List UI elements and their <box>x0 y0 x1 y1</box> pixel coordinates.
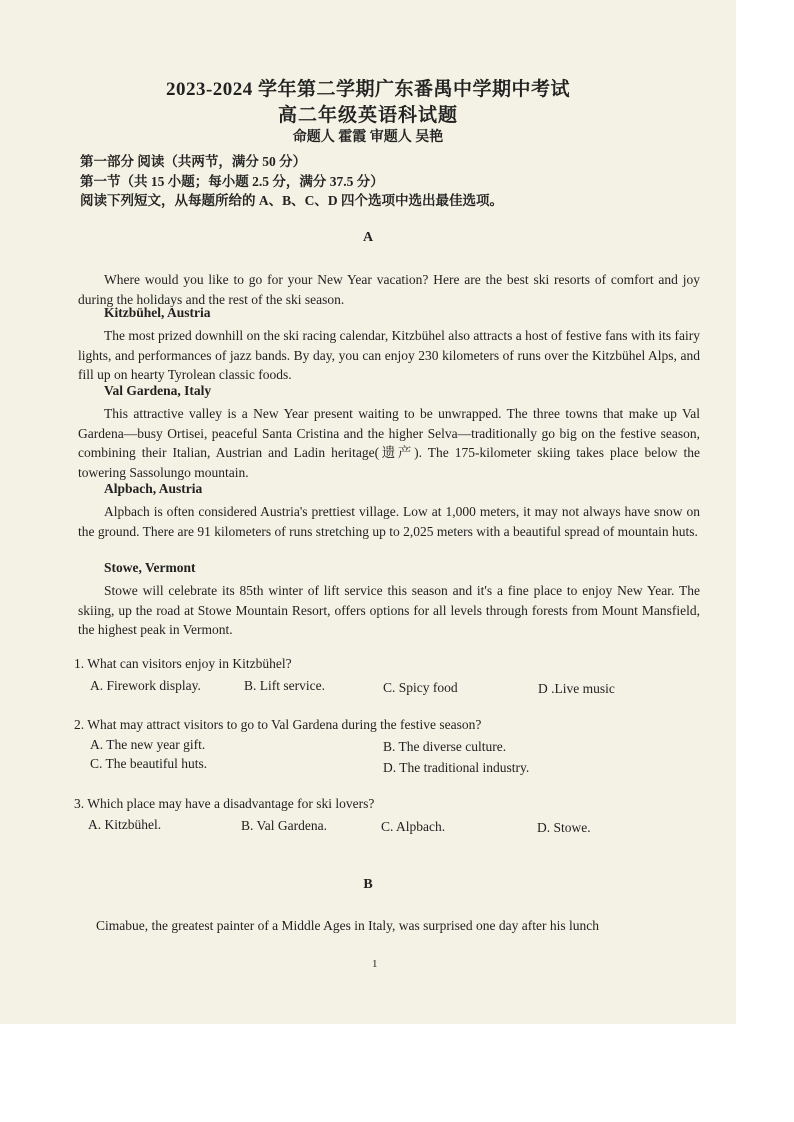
reading-direction: 阅读下列短文，从每题所给的 A、B、C、D 四个选项中选出最佳选项。 <box>80 193 504 208</box>
question-1-stem: 1. What can visitors enjoy in Kitzbühel? <box>74 656 292 671</box>
passage-a-label: A <box>362 230 374 245</box>
intro-text: Where would you like to go for your New Year vacation? Here are the best ski resorts of comfort and joy during the holidays and the rest of the ski season. <box>78 272 700 307</box>
question-2-option-d[interactable]: D. The traditional industry. <box>383 760 530 775</box>
resort-heading-val-gardena: Val Gardena, Italy <box>104 383 212 398</box>
passage-a-intro <box>78 270 700 309</box>
resort-paragraph: Stowe will celebrate its 85th winter of lift service this season and it's a fine place to enjoy New Year. The skiing, up the road at Stowe Mountain Resort, offers options for all levels through forests from Mount Mansfield, the highest peak in Vermont. <box>78 583 700 637</box>
question-2-stem: 2. What may attract visitors to go to Val Gardena during the festive season? <box>74 717 482 732</box>
resort-paragraph: The most prized downhill on the ski racing calendar, Kitzbühel also attracts a host of festive fans with its fairy lights, and performances of jazz bands. By day, you can enjoy 230 kilometers of runs over the Kitzbühel Alps, and fill up on hearty Tyrolean classic foods. <box>78 328 700 382</box>
resort-text-val-gardena <box>78 404 700 482</box>
question-1-option-d[interactable]: D .Live music <box>538 681 615 696</box>
question-1-option-a[interactable]: A. Firework display. <box>90 678 201 693</box>
question-1-option-b[interactable]: B. Lift service. <box>244 678 325 693</box>
resort-text-kitzbuhel <box>78 326 700 385</box>
question-3-option-a[interactable]: A. Kitzbühel. <box>88 817 162 832</box>
question-3-option-c[interactable]: C. Alpbach. <box>381 819 446 834</box>
part-instruction: 第一部分 阅读（共两节，满分 50 分） <box>80 154 307 169</box>
exam-subtitle: 高二年级英语科试题 <box>277 105 458 126</box>
question-3-stem: 3. Which place may have a disadvantage for ski lovers? <box>74 796 375 811</box>
resort-heading-kitzbuhel: Kitzbühel, Austria <box>104 305 211 320</box>
resort-paragraph: This attractive valley is a New Year present waiting to be unwrapped. The three towns that make up Val Gardena—busy Ortisei, peaceful Santa Cristina and the higher Selva—traditionally go big on the festive season, combining their Italian, Austrian and Ladin heritage(遗产). The 175-kilometer skiing takes place below the towering Sassolungo mountain. <box>78 406 700 480</box>
question-1-option-c[interactable]: C. Spicy food <box>383 680 458 695</box>
exam-title: 2023-2024 学年第二学期广东番禺中学期中考试 <box>165 79 571 100</box>
passage-b-first-line: Cimabue, the greatest painter of a Middle Ages in Italy, was surprised one day after his lunch <box>96 918 599 933</box>
page-number: 1 <box>372 958 378 970</box>
resort-text-stowe <box>78 581 700 640</box>
question-3-option-b[interactable]: B. Val Gardena. <box>241 818 327 833</box>
resort-heading-alpbach: Alpbach, Austria <box>104 481 203 496</box>
section-instruction: 第一节（共 15 小题；每小题 2.5 分，满分 37.5 分） <box>80 174 384 189</box>
question-2-option-b[interactable]: B. The diverse culture. <box>383 739 507 754</box>
question-2-option-c[interactable]: C. The beautiful huts. <box>90 756 208 771</box>
resort-paragraph: Alpbach is often considered Austria's prettiest village. Low at 1,000 meters, it may not always have snow on the ground. There are 91 kilometers of runs stretching up to 2,025 meters with a beautiful spread of mountain huts. <box>78 504 700 539</box>
resort-text-alpbach <box>78 502 700 541</box>
resort-heading-stowe: Stowe, Vermont <box>104 560 196 575</box>
passage-b-label: B <box>363 877 373 892</box>
exam-authors: 命题人 霍霞 审题人 吴艳 <box>292 130 444 145</box>
question-2-option-a[interactable]: A. The new year gift. <box>90 737 206 752</box>
question-3-option-d[interactable]: D. Stowe. <box>537 820 591 835</box>
